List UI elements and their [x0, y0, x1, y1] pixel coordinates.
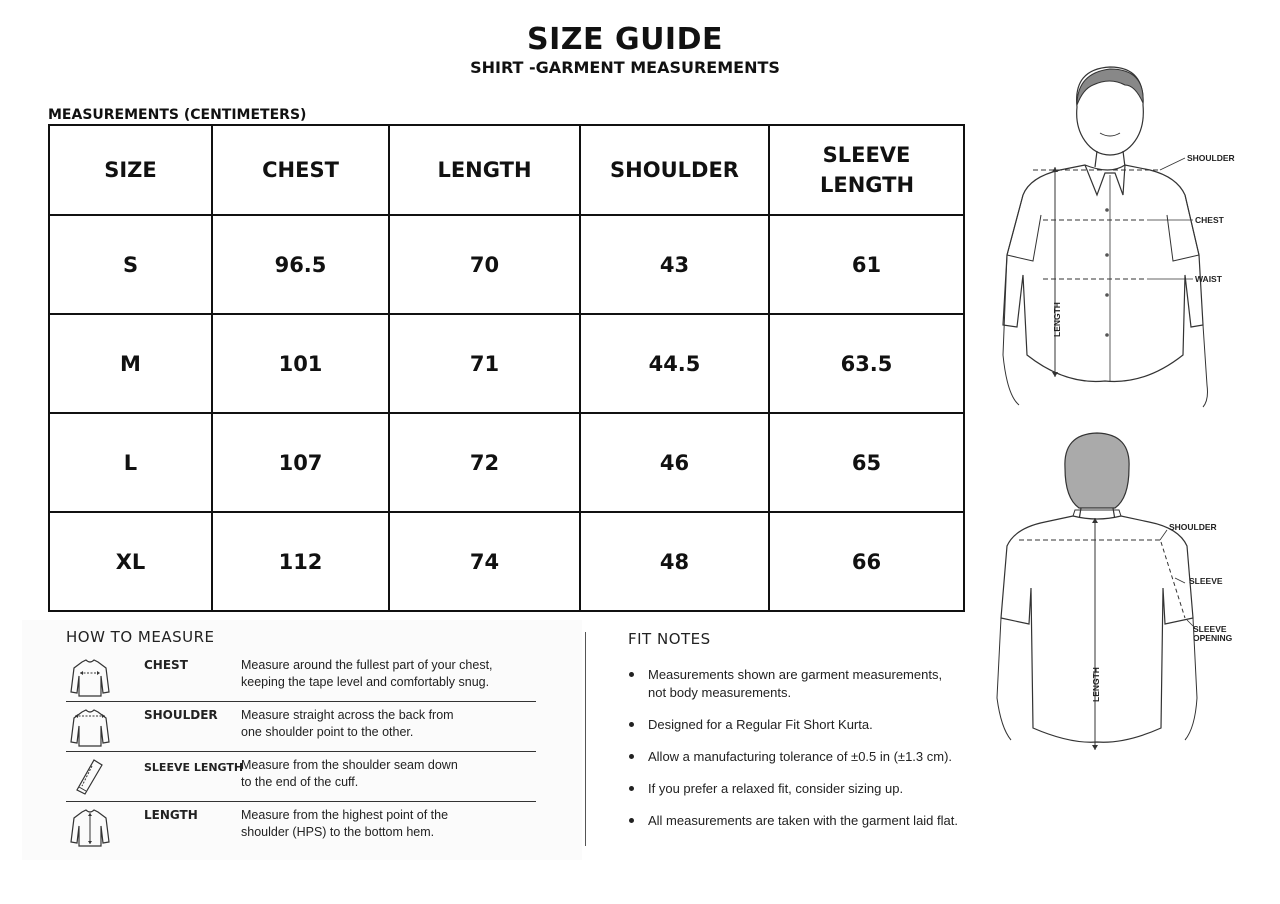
measure-item-sleeve-length [66, 752, 536, 802]
fit-note-line: not body measurements. [648, 685, 792, 700]
shirt-chest-icon [68, 656, 112, 698]
cell-chest: 101 [212, 314, 389, 413]
cell-shoulder: 43 [580, 215, 769, 314]
size-table [48, 124, 965, 612]
measure-desc-line: Measure straight across the back from [241, 708, 454, 722]
measure-name: CHEST [144, 658, 188, 672]
sleeve-icon [68, 756, 112, 798]
cell-chest: 107 [212, 413, 389, 512]
how-to-measure-panel [22, 620, 582, 860]
header-chest: CHEST [212, 125, 389, 215]
measure-desc-line: Measure from the highest point of the [241, 808, 449, 822]
front-chest-label: CHEST [1195, 215, 1224, 225]
fit-note-line: Designed for a Regular Fit Short Kurta. [648, 717, 873, 732]
front-waist-label: WAIST [1195, 274, 1222, 284]
back-length-label: LENGTH [1091, 667, 1101, 702]
cell-size: L [49, 413, 212, 512]
front-shirt-figure [985, 55, 1240, 420]
cell-shoulder: 46 [580, 413, 769, 512]
fit-notes-heading: FIT NOTES [628, 630, 711, 648]
measure-desc-line: shoulder (HPS) to the bottom hem. [241, 825, 435, 839]
measure-name: SLEEVE LENGTH [144, 761, 244, 774]
measure-name: LENGTH [144, 808, 198, 822]
header-size: SIZE [49, 125, 212, 215]
cell-shoulder: 48 [580, 512, 769, 611]
measure-description [241, 657, 531, 691]
front-length-label: LENGTH [1052, 302, 1062, 337]
measure-desc-line: Measure from the shoulder seam down [241, 758, 458, 772]
measure-description [241, 757, 531, 791]
measure-name: SHOULDER [144, 708, 218, 722]
measure-item-shoulder [66, 702, 536, 752]
table-row [49, 413, 964, 512]
header-shoulder: SHOULDER [580, 125, 769, 215]
front-shoulder-label: SHOULDER [1187, 153, 1235, 163]
cell-length: 74 [389, 512, 580, 611]
fit-note-item [628, 716, 988, 734]
table-header-row [49, 125, 964, 215]
back-sleeve-opening-label-2: OPENING [1193, 633, 1233, 643]
page-subtitle: SHIRT -GARMENT MEASUREMENTS [470, 58, 780, 77]
fit-note-line: Allow a manufacturing tolerance of ±0.5 in (±1.3 cm). [648, 749, 953, 764]
page-title: SIZE GUIDE [526, 22, 723, 57]
shirt-shoulder-icon [68, 706, 112, 748]
fit-note-line: All measurements are taken with the garment laid flat. [648, 813, 958, 828]
cell-chest: 112 [212, 512, 389, 611]
cell-sleeve-length: 63.5 [769, 314, 964, 413]
cell-chest: 96.5 [212, 215, 389, 314]
fit-note-item [628, 780, 988, 798]
cell-length: 71 [389, 314, 580, 413]
measure-item-chest [66, 652, 536, 702]
how-to-measure-heading: HOW TO MEASURE [66, 628, 215, 646]
back-sleeve-opening-label-1: SLEEVE [1193, 624, 1227, 634]
fit-notes-list [628, 666, 988, 844]
header-length: LENGTH [389, 125, 580, 215]
back-sleeve-label: SLEEVE [1189, 576, 1223, 586]
table-row [49, 314, 964, 413]
cell-shoulder: 44.5 [580, 314, 769, 413]
table-row [49, 215, 964, 314]
fit-note-line: Measurements shown are garment measurements, [648, 667, 943, 682]
cell-length: 70 [389, 215, 580, 314]
cell-sleeve-length: 66 [769, 512, 964, 611]
units-label: MEASUREMENTS (CENTIMETERS) [48, 107, 307, 123]
cell-size: S [49, 215, 212, 314]
cell-length: 72 [389, 413, 580, 512]
fit-note-item [628, 812, 988, 830]
measure-description [241, 707, 531, 741]
measure-item-length [66, 802, 536, 851]
measure-desc-line: one shoulder point to the other. [241, 725, 414, 739]
back-shoulder-label: SHOULDER [1169, 522, 1217, 532]
cell-sleeve-length: 61 [769, 215, 964, 314]
header-sleeve-length: SLEEVE LENGTH [769, 125, 964, 215]
section-divider [585, 632, 586, 846]
cell-size: XL [49, 512, 212, 611]
fit-note-item [628, 748, 988, 766]
fit-note-item [628, 666, 988, 702]
fit-note-line: If you prefer a relaxed fit, consider sizing up. [648, 781, 904, 796]
back-shirt-figure [985, 428, 1240, 818]
cell-size: M [49, 314, 212, 413]
measure-desc-line: to the end of the cuff. [241, 775, 359, 789]
measure-desc-line: Measure around the fullest part of your chest, [241, 658, 493, 672]
table-row [49, 512, 964, 611]
measure-description [241, 807, 531, 841]
measure-desc-line: keeping the tape level and comfortably snug. [241, 675, 490, 689]
cell-sleeve-length: 65 [769, 413, 964, 512]
shirt-length-icon [68, 806, 112, 848]
